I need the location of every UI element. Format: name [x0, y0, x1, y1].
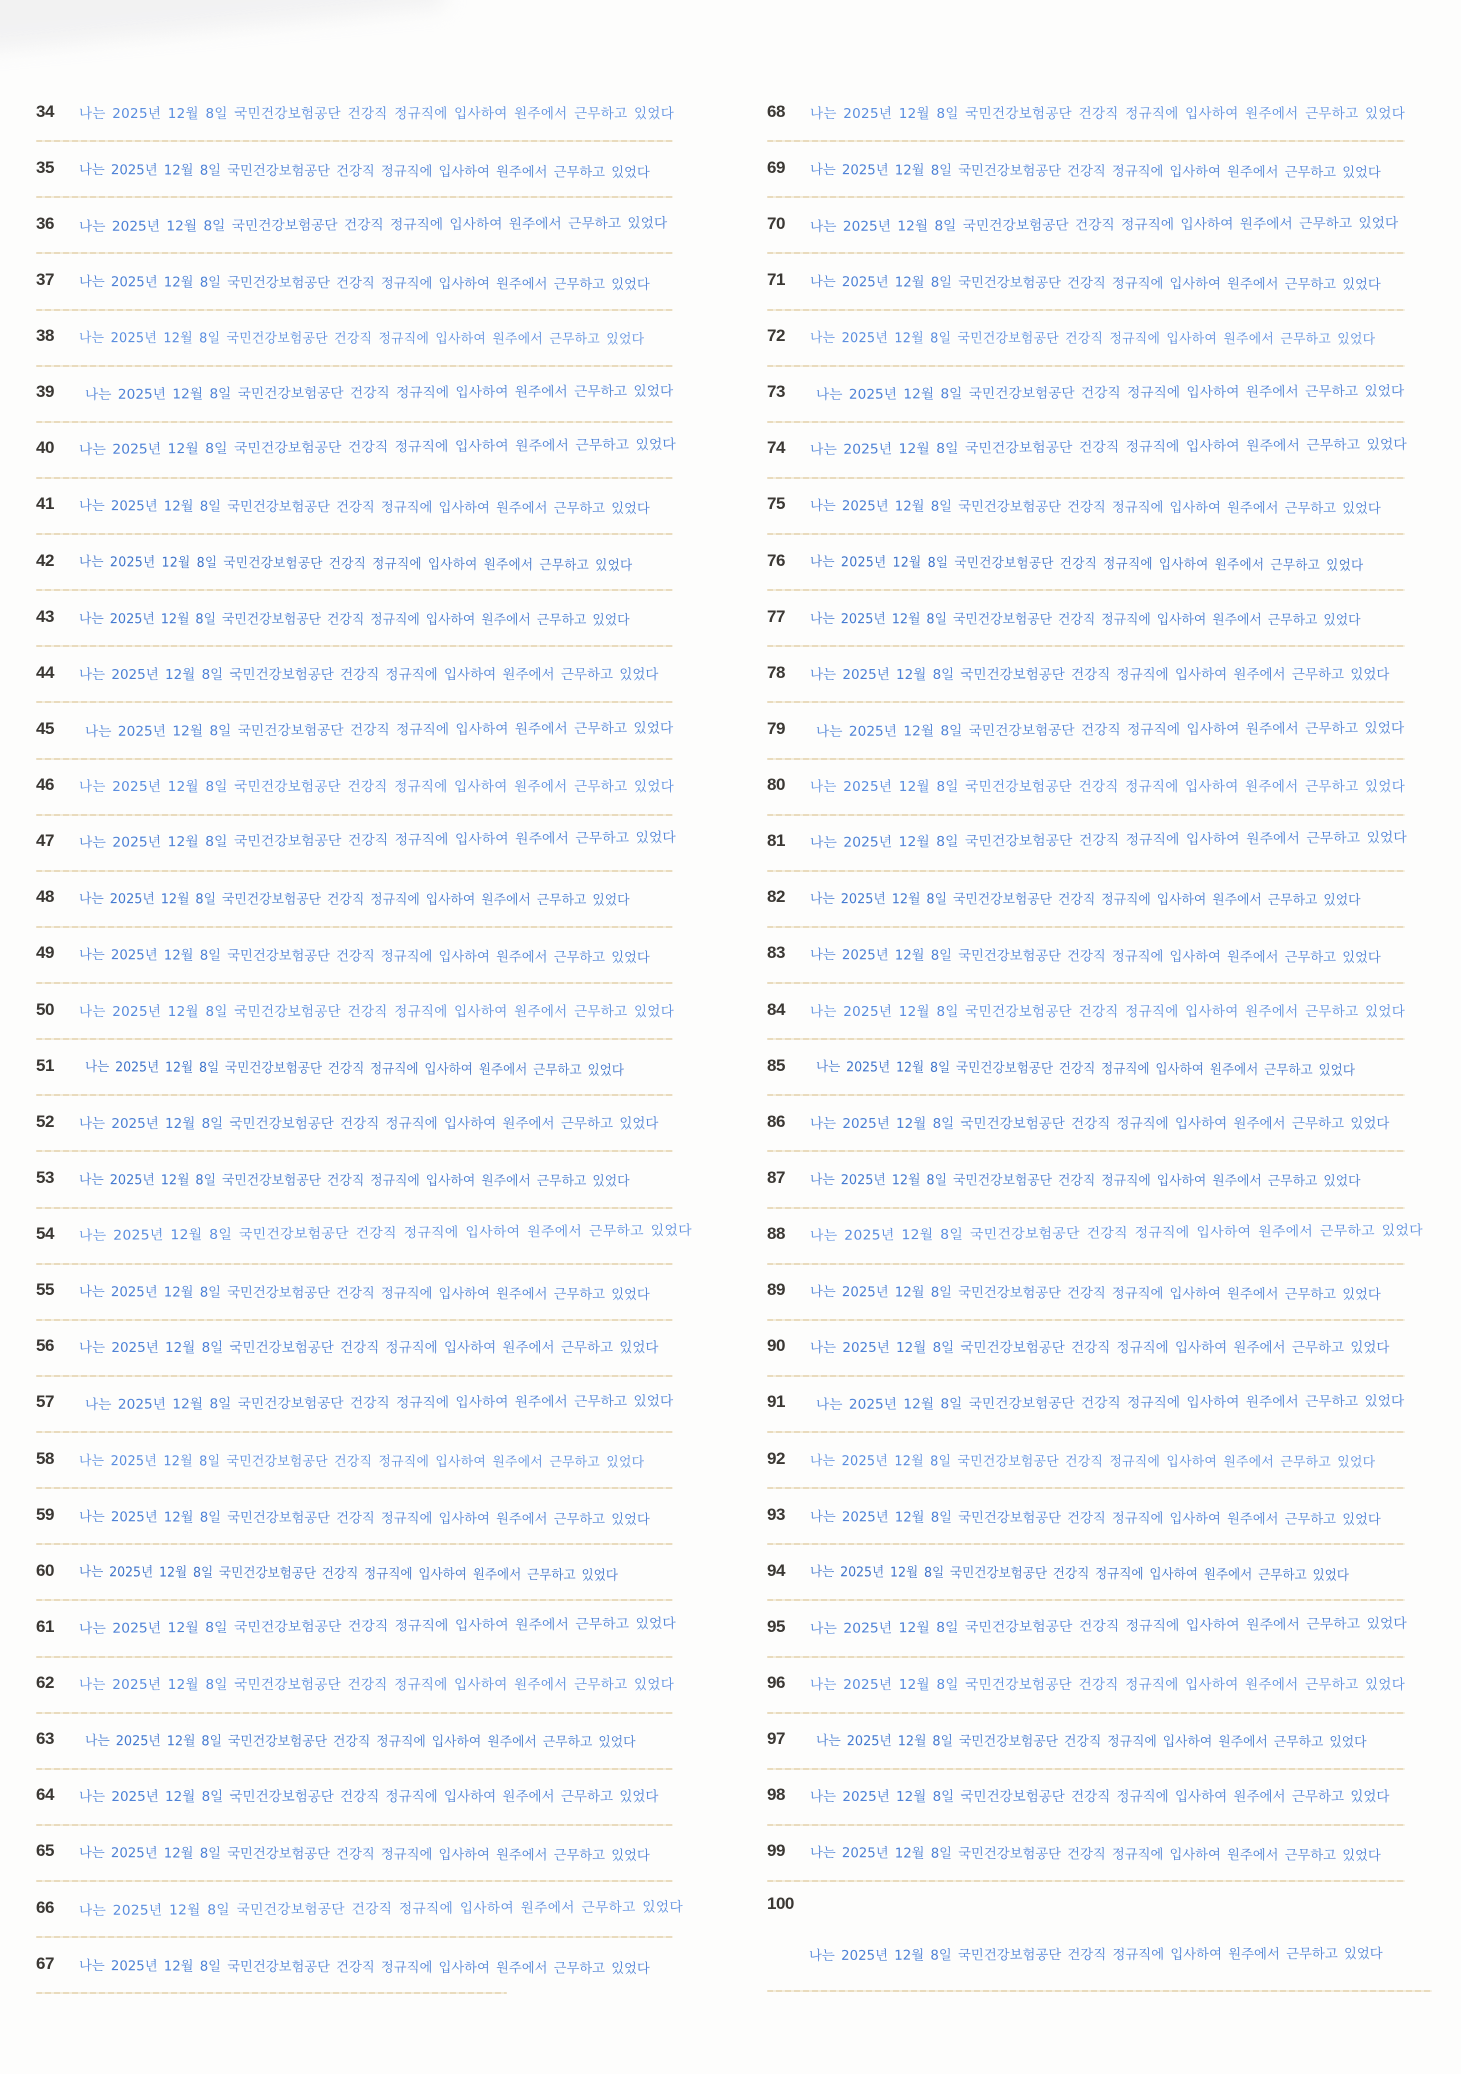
- affirmation-entry: [36, 760, 673, 816]
- entry-handwriting: 나는 2025년 12월 8일 국민건강보험공단 건강직 정규직에 입사하여 원주에서 근무하고 있었다: [84, 1733, 636, 1751]
- entry-number: 64: [36, 1785, 54, 1805]
- entry-handwriting: 나는 2025년 12월 8일 국민건강보험공단 건강직 정규직에 입사하여 원주에서 근무하고 있었다: [79, 1003, 675, 1020]
- affirmation-entry: [767, 1826, 1405, 1882]
- entry-number: 83: [767, 943, 785, 963]
- entry-handwriting: 나는 2025년 12월 8일 국민건강보험공단 건강직 정규직에 입사하여 원주에서 근무하고 있었다: [809, 273, 1381, 293]
- entry-handwriting: 나는 2025년 12월 8일 국민건강보험공단 건강직 정규직에 입사하여 원주에서 근무하고 있었다: [78, 330, 645, 348]
- entry-handwriting: 나는 2025년 12월 8일 국민건강보험공단 건강직 정규직에 입사하여 원주에서 근무하고 있었다: [79, 105, 675, 122]
- entry-content: [767, 479, 1405, 535]
- entry-number: 50: [36, 999, 54, 1019]
- entry-number: 67: [36, 1953, 54, 1973]
- entry-number: 49: [36, 943, 54, 963]
- entry-handwriting: 나는 2025년 12월 8일 국민건강보험공단 건강직 정규직에 입사하여 원주에서 근무하고 있었다: [78, 553, 633, 574]
- affirmation-entry: [767, 872, 1405, 928]
- affirmation-entry: [36, 311, 673, 367]
- entry-number: 89: [767, 1280, 785, 1300]
- entry-number: 74: [767, 438, 785, 458]
- entry-handwriting: 나는 2025년 12월 8일 국민건강보험공단 건강직 정규직에 입사하여 원주에서 근무하고 있었다: [78, 947, 650, 967]
- entry-handwriting: 나는 2025년 12월 8일 국민건강보험공단 건강직 정규직에 입사하여 원주에서 근무하고 있었다: [809, 215, 1399, 235]
- entry-handwriting: 나는 2025년 12월 8일 국민건강보험공단 건강직 정규직에 입사하여 원주에서 근무하고 있었다: [78, 215, 668, 235]
- entry-content: [36, 591, 673, 647]
- entry-handwriting: 나는 2025년 12월 8일 국민건강보험공단 건강직 정규직에 입사하여 원주에서 근무하고 있었다: [78, 161, 650, 181]
- entry-handwriting: 나는 2025년 12월 8일 국민건강보험공단 건강직 정규직에 입사하여 원주에서 근무하고 있었다: [78, 1845, 650, 1865]
- entry-content: [36, 1658, 673, 1714]
- affirmation-entry: [36, 1770, 673, 1826]
- affirmation-entry: [36, 872, 673, 928]
- entry-handwriting: 나는 2025년 12월 8일 국민건강보험공단 건강직 정규직에 입사하여 원주에서 근무하고 있었다: [78, 273, 650, 293]
- entry-number: 98: [767, 1785, 785, 1805]
- affirmation-entry: [767, 1377, 1405, 1433]
- entry-handwriting: 나는 2025년 12월 8일 국민건강보험공단 건강직 정규직에 입사하여 원주에서 근무하고 있었다: [809, 498, 1381, 518]
- entry-number: 80: [767, 775, 785, 795]
- affirmation-entry: [767, 591, 1405, 647]
- entry-content: [767, 1377, 1405, 1433]
- entry-number: 95: [767, 1616, 785, 1636]
- affirmation-entry-100: [767, 1882, 1405, 1992]
- affirmation-entry: [36, 142, 673, 198]
- entry-content: [36, 816, 676, 872]
- entry-number: 100: [767, 1894, 794, 1913]
- affirmation-entry: [767, 367, 1405, 423]
- entry-number: 99: [767, 1841, 785, 1861]
- affirmation-entry: [767, 142, 1405, 198]
- entry-content: [767, 142, 1405, 198]
- entry-handwriting: 나는 2025년 12월 8일 국민건강보험공단 건강직 정규직에 입사하여 원주에서 근무하고 있었다: [810, 105, 1406, 122]
- entry-handwriting: 나는 2025년 12월 8일 국민건강보험공단 건강직 정규직에 입사하여 원주에서 근무하고 있었다: [78, 1284, 650, 1304]
- affirmation-entry: [767, 198, 1405, 254]
- entry-number: 48: [36, 887, 54, 907]
- affirmation-entry: [767, 1489, 1405, 1545]
- affirmation-entry: [767, 535, 1405, 591]
- affirmation-entry: [767, 1658, 1405, 1714]
- entry-handwriting: 나는 2025년 12월 8일 국민건강보험공단 건강직 정규직에 입사하여 원주에서 근무하고 있었다: [79, 1789, 659, 1806]
- affirmation-entry: [767, 1096, 1405, 1152]
- entry-content: [767, 591, 1405, 647]
- entry-number: 82: [767, 887, 785, 907]
- affirmation-entry: [36, 198, 673, 254]
- entry-handwriting: 나는 2025년 12월 8일 국민건강보험공단 건강직 정규직에 입사하여 원주에서 근무하고 있었다: [815, 1393, 1405, 1414]
- entry-handwriting: 나는 2025년 12월 8일 국민건강보험공단 건강직 정규직에 입사하여 원주에서 근무하고 있었다: [809, 330, 1376, 348]
- entry-handwriting: 나는 2025년 12월 8일 국민건강보험공단 건강직 정규직에 입사하여 원주에서 근무하고 있었다: [809, 1222, 1423, 1245]
- entry-number: 94: [767, 1560, 785, 1580]
- entry-handwriting: 나는 2025년 12월 8일 국민건강보험공단 건강직 정규직에 입사하여 원주에서 근무하고 있었다: [815, 1733, 1367, 1751]
- entry-handwriting: 나는 2025년 12월 8일 국민건강보험공단 건강직 정규직에 입사하여 원주에서 근무하고 있었다: [84, 1393, 674, 1414]
- entry-content: [767, 1658, 1405, 1714]
- affirmation-entry: [36, 535, 673, 591]
- entry-number: 53: [36, 1167, 54, 1187]
- affirmation-entry: [36, 1714, 673, 1770]
- entry-handwriting: 나는 2025년 12월 8일 국민건강보험공단 건강직 정규직에 입사하여 원주에서 근무하고 있었다: [809, 610, 1361, 629]
- entry-number: 46: [36, 775, 54, 795]
- affirmation-entry: [767, 760, 1405, 816]
- entry-content: [36, 311, 673, 367]
- entry-handwriting: 나는 2025년 12월 8일 국민건강보험공단 건강직 정규직에 입사하여 원주에서 근무하고 있었다: [79, 1677, 675, 1694]
- entry-number: 87: [767, 1167, 785, 1187]
- affirmation-entry: [36, 1433, 673, 1489]
- entry-number: 40: [36, 438, 54, 458]
- entry-content: [36, 1545, 673, 1601]
- entry-number: 60: [36, 1560, 54, 1580]
- entry-handwriting: 나는 2025년 12월 8일 국민건강보험공단 건강직 정규직에 입사하여 원주에서 근무하고 있었다: [810, 1789, 1390, 1806]
- entry-content: [36, 1714, 673, 1770]
- entry-number: 63: [36, 1729, 54, 1749]
- entry-handwriting: 나는 2025년 12월 8일 국민건강보험공단 건강직 정규직에 입사하여 원주에서 근무하고 있었다: [84, 1058, 624, 1079]
- entry-content: [36, 1040, 673, 1096]
- affirmation-entry: [767, 311, 1405, 367]
- entry-handwriting: 나는 2025년 12월 8일 국민건강보험공단 건강직 정규직에 입사하여 원주에서 근무하고 있었다: [78, 1898, 684, 1919]
- entry-number: 41: [36, 494, 54, 514]
- entry-number: 68: [767, 101, 785, 121]
- entry-content: [36, 1433, 673, 1489]
- entry-content: [767, 1489, 1405, 1545]
- affirmation-entry: [767, 984, 1405, 1040]
- entry-content: [767, 872, 1405, 928]
- entry-handwriting: 나는 2025년 12월 8일 국민건강보험공단 건강직 정규직에 입사하여 원주에서 근무하고 있었다: [810, 779, 1406, 796]
- entry-content: [767, 311, 1405, 367]
- affirmation-entry: [36, 1545, 673, 1601]
- entry-content: [36, 1882, 684, 1938]
- entry-number: 70: [767, 213, 785, 233]
- entry-handwriting: 나는 2025년 12월 8일 국민건강보험공단 건강직 정규직에 입사하여 원주에서 근무하고 있었다: [809, 161, 1381, 181]
- entry-handwriting: 나는 2025년 12월 8일 국민건강보험공단 건강직 정규직에 입사하여 원주에서 근무하고 있었다: [809, 891, 1361, 909]
- affirmation-entry: [767, 816, 1405, 872]
- entry-handwriting: 나는 2025년 12월 8일 국민건강보험공단 건강직 정규직에 입사하여 원주에서 근무하고 있었다: [809, 1845, 1381, 1865]
- entry-handwriting: 나는 2025년 12월 8일 국민건강보험공단 건강직 정규직에 입사하여 원주에서 근무하고 있었다: [78, 891, 630, 909]
- entry-number: 36: [36, 213, 54, 233]
- entry-content: [767, 1209, 1423, 1265]
- entry-handwriting: 나는 2025년 12월 8일 국민건강보험공단 건강직 정규직에 입사하여 원주에서 근무하고 있었다: [809, 1615, 1407, 1637]
- entry-content: [36, 142, 673, 198]
- entry-number: 39: [36, 382, 54, 402]
- affirmation-entry: [36, 254, 673, 310]
- entry-number: 66: [36, 1897, 54, 1917]
- entry-number: 78: [767, 662, 785, 682]
- entry-content: [36, 928, 673, 984]
- affirmation-entry: [36, 479, 673, 535]
- affirmation-entry: [36, 1265, 673, 1321]
- entry-content: [767, 647, 1405, 703]
- entry-content: [767, 1321, 1405, 1377]
- entry-handwriting: 나는 2025년 12월 8일 국민건강보험공단 건강직 정규직에 입사하여 원주에서 근무하고 있었다: [809, 1563, 1349, 1584]
- entry-number: 35: [36, 157, 54, 177]
- entry-number: 84: [767, 999, 785, 1019]
- entry-handwriting: 나는 2025년 12월 8일 국민건강보험공단 건강직 정규직에 입사하여 원주에서 근무하고 있었다: [809, 947, 1381, 967]
- entry-number: 69: [767, 157, 785, 177]
- entry-content: [36, 1770, 673, 1826]
- affirmation-entry: [767, 479, 1405, 535]
- affirmation-entry: [36, 1882, 684, 1938]
- entry-content: [36, 423, 676, 479]
- scan-shadow: [0, 0, 445, 54]
- entry-content: [767, 703, 1405, 759]
- affirmation-entry: [36, 984, 673, 1040]
- affirmation-entry: [36, 1938, 673, 1994]
- entry-handwriting: 나는 2025년 12월 8일 국민건강보험공단 건강직 정규직에 입사하여 원주에서 근무하고 있었다: [79, 779, 675, 796]
- entry-number: 91: [767, 1392, 785, 1412]
- entry-number: 38: [36, 326, 54, 346]
- affirmation-entry: [767, 1152, 1405, 1208]
- entry-handwriting: 나는 2025년 12월 8일 국민건강보험공단 건강직 정규직에 입사하여 원주에서 근무하고 있었다: [809, 1452, 1376, 1471]
- entry-number: 34: [36, 101, 54, 121]
- affirmation-entry: [767, 254, 1405, 310]
- affirmation-entry: [36, 1040, 673, 1096]
- entry-content: [36, 1826, 673, 1882]
- affirmation-entry: [767, 703, 1405, 759]
- affirmation-entry: [36, 1601, 676, 1657]
- affirmation-entry: [767, 423, 1405, 479]
- entry-content: [767, 535, 1405, 591]
- entry-content: [767, 423, 1405, 479]
- entry-handwriting: 나는 2025년 12월 8일 국민건강보험공단 건강직 정규직에 입사하여 원주에서 근무하고 있었다: [815, 720, 1405, 740]
- entry-content: [767, 816, 1405, 872]
- entry-handwriting: 나는 2025년 12월 8일 국민건강보험공단 건강직 정규직에 입사하여 원주에서 근무하고 있었다: [78, 1222, 692, 1245]
- column-left: [36, 86, 692, 1994]
- affirmation-entry: [36, 423, 676, 479]
- affirmation-entry: [36, 1152, 673, 1208]
- entry-handwriting: 나는 2025년 12월 8일 국민건강보험공단 건강직 정규직에 입사하여 원주에서 근무하고 있었다: [809, 1171, 1361, 1190]
- entry-number: 93: [767, 1504, 785, 1524]
- entry-content: [36, 479, 673, 535]
- entry-handwriting: 나는 2025년 12월 8일 국민건강보험공단 건강직 정규직에 입사하여 원주에서 근무하고 있었다: [78, 1563, 618, 1584]
- entry-content: [36, 1377, 673, 1433]
- affirmation-entry: [36, 928, 673, 984]
- entry-number: 65: [36, 1841, 54, 1861]
- entry-content: [36, 1489, 673, 1545]
- entry-handwriting: 나는 2025년 12월 8일 국민건강보험공단 건강직 정규직에 입사하여 원주에서 근무하고 있었다: [809, 437, 1407, 459]
- entry-number: 97: [767, 1729, 785, 1749]
- entry-content: [36, 535, 673, 591]
- entry-number: 75: [767, 494, 785, 514]
- entry-number: 42: [36, 550, 54, 570]
- entry-number: 54: [36, 1224, 54, 1244]
- row-divider: [36, 1992, 507, 1994]
- entry-content: [36, 1209, 692, 1265]
- entry-content: [36, 86, 673, 142]
- entry-handwriting: 나는 2025년 12월 8일 국민건강보험공단 건강직 정규직에 입사하여 원주에서 근무하고 있었다: [78, 1615, 676, 1637]
- entry-content: [36, 872, 673, 928]
- entry-handwriting: 나는 2025년 12월 8일 국민건강보험공단 건강직 정규직에 입사하여 원주에서 근무하고 있었다: [809, 829, 1407, 852]
- entry-handwriting: 나는 2025년 12월 8일 국민건강보험공단 건강직 정규직에 입사하여 원주에서 근무하고 있었다: [78, 610, 630, 629]
- entry-number: 96: [767, 1673, 785, 1693]
- entry-handwriting: 나는 2025년 12월 8일 국민건강보험공단 건강직 정규직에 입사하여 원주에서 근무하고 있었다: [78, 437, 676, 459]
- entry-content: [36, 254, 673, 310]
- entry-content: [767, 1601, 1405, 1657]
- entry-handwriting: 나는 2025년 12월 8일 국민건강보험공단 건강직 정규직에 입사하여 원주에서 근무하고 있었다: [810, 1677, 1406, 1694]
- entry-handwriting: 나는 2025년 12월 8일 국민건강보험공단 건강직 정규직에 입사하여 원주에서 근무하고 있었다: [78, 829, 676, 852]
- affirmation-entry: [36, 1658, 673, 1714]
- entry-number: 85: [767, 1055, 785, 1075]
- entry-content: [767, 198, 1405, 254]
- entry-handwriting: 나는 2025년 12월 8일 국민건강보험공단 건강직 정규직에 입사하여 원주에서 근무하고 있었다: [78, 1452, 645, 1471]
- entry-number: 59: [36, 1504, 54, 1524]
- entry-content: [767, 367, 1405, 423]
- entry-number: 56: [36, 1336, 54, 1356]
- entry-number: 90: [767, 1336, 785, 1356]
- entry-number: 73: [767, 382, 785, 402]
- entry-content: [767, 1152, 1405, 1208]
- entry-content: [767, 1265, 1405, 1321]
- entry-handwriting: 나는 2025년 12월 8일 국민건강보험공단 건강직 정규직에 입사하여 원주에서 근무하고 있었다: [79, 1115, 659, 1132]
- column-right: [767, 86, 1423, 1992]
- affirmation-entry: [767, 86, 1405, 142]
- entry-handwriting: 나는 2025년 12월 8일 국민건강보험공단 건강직 정규직에 입사하여 원주에서 근무하고 있었다: [78, 1508, 650, 1528]
- affirmation-entry: [767, 1433, 1405, 1489]
- entry-content: [767, 760, 1405, 816]
- entry-content: [36, 1152, 673, 1208]
- affirmation-entry: [36, 591, 673, 647]
- entry-content: [767, 1433, 1405, 1489]
- entry-content: [767, 984, 1405, 1040]
- entry-handwriting: 나는 2025년 12월 8일 국민건강보험공단 건강직 정규직에 입사하여 원주에서 근무하고 있었다: [78, 1171, 630, 1190]
- entry-number: 45: [36, 718, 54, 738]
- affirmation-entry: [767, 1545, 1405, 1601]
- affirmation-entry: [36, 647, 673, 703]
- entry-handwriting: 나는 2025년 12월 8일 국민건강보험공단 건강직 정규직에 입사하여 원주에서 근무하고 있었다: [78, 1957, 650, 1977]
- entry-content: [767, 928, 1405, 984]
- entry-handwriting: 나는 2025년 12월 8일 국민건강보험공단 건강직 정규직에 입사하여 원주에서 근무하고 있었다: [79, 666, 659, 683]
- entry-content: [36, 1938, 673, 1994]
- affirmation-entry: [767, 1265, 1405, 1321]
- entry-number: 37: [36, 269, 54, 289]
- entry-content: [36, 703, 673, 759]
- entry-content: [767, 1714, 1405, 1770]
- entry-handwriting: 나는 2025년 12월 8일 국민건강보험공단 건강직 정규직에 입사하여 원주에서 근무하고 있었다: [810, 666, 1390, 683]
- affirmation-entry: [36, 86, 673, 142]
- entry-handwriting: 나는 2025년 12월 8일 국민건강보험공단 건강직 정규직에 입사하여 원주에서 근무하고 있었다: [809, 1284, 1381, 1304]
- row-divider: [767, 1990, 1432, 1992]
- entry-content: [36, 647, 673, 703]
- entry-handwriting: 나는 2025년 12월 8일 국민건강보험공단 건강직 정규직에 입사하여 원주에서 근무하고 있었다: [84, 383, 674, 404]
- entry-handwriting: 나는 2025년 12월 8일 국민건강보험공단 건강직 정규직에 입사하여 원주에서 근무하고 있었다: [79, 1340, 659, 1357]
- affirmation-entry: [767, 1714, 1405, 1770]
- affirmation-entry: [36, 1321, 673, 1377]
- entry-content: [36, 1265, 673, 1321]
- entry-content: [767, 86, 1405, 142]
- entry-number: 88: [767, 1224, 785, 1244]
- entry-handwriting: 나는 2025년 12월 8일 국민건강보험공단 건강직 정규직에 입사하여 원주에서 근무하고 있었다: [809, 553, 1364, 574]
- affirmation-entry: [767, 1601, 1405, 1657]
- affirmation-entry: [767, 1770, 1405, 1826]
- entry-handwriting: 나는 2025년 12월 8일 국민건강보험공단 건강직 정규직에 입사하여 원주에서 근무하고 있었다: [810, 1340, 1390, 1357]
- entry-handwriting: 나는 2025년 12월 8일 국민건강보험공단 건강직 정규직에 입사하여 원주에서 근무하고 있었다: [809, 1508, 1381, 1528]
- affirmation-entry: [36, 1096, 673, 1152]
- entry-number: 72: [767, 326, 785, 346]
- affirmation-entry: [36, 367, 673, 423]
- entry-number: 61: [36, 1616, 54, 1636]
- entry-handwriting: 나는 2025년 12월 8일 국민건강보험공단 건강직 정규직에 입사하여 원주에서 근무하고 있었다: [815, 383, 1405, 404]
- affirmation-entry: [767, 1209, 1423, 1265]
- entry-number: 43: [36, 606, 54, 626]
- entry-handwriting: 나는 2025년 12월 8일 국민건강보험공단 건강직 정규직에 입사하여 원주에서 근무하고 있었다: [815, 1058, 1355, 1079]
- entry-number: 81: [767, 831, 785, 851]
- entry-content: [36, 1601, 676, 1657]
- entry-number: 92: [767, 1448, 785, 1468]
- affirmation-entry: [36, 1826, 673, 1882]
- entry-handwriting: 나는 2025년 12월 8일 국민건강보험공단 건강직 정규직에 입사하여 원주에서 근무하고 있었다: [808, 1945, 1383, 1964]
- entry-content: [767, 1826, 1405, 1882]
- entry-content: [36, 760, 673, 816]
- entry-handwriting: 나는 2025년 12월 8일 국민건강보험공단 건강직 정규직에 입사하여 원주에서 근무하고 있었다: [78, 498, 650, 518]
- entry-number: 47: [36, 831, 54, 851]
- entry-content: [36, 984, 673, 1040]
- entry-content: [767, 1040, 1405, 1096]
- affirmation-entry: [767, 1321, 1405, 1377]
- entry-number: 86: [767, 1111, 785, 1131]
- entry-handwriting: 나는 2025년 12월 8일 국민건강보험공단 건강직 정규직에 입사하여 원주에서 근무하고 있었다: [84, 720, 674, 740]
- entry-number: 58: [36, 1448, 54, 1468]
- entry-number: 55: [36, 1280, 54, 1300]
- entry-number: 79: [767, 718, 785, 738]
- affirmation-entry: [36, 816, 676, 872]
- entry-number: 44: [36, 662, 54, 682]
- entry-number: 62: [36, 1673, 54, 1693]
- entry-number: 77: [767, 606, 785, 626]
- entry-number: 71: [767, 269, 785, 289]
- entry-number: 76: [767, 550, 785, 570]
- affirmation-entry: [36, 1209, 692, 1265]
- affirmation-entry: [36, 703, 673, 759]
- entry-number: 57: [36, 1392, 54, 1412]
- affirmation-entry: [767, 1040, 1405, 1096]
- entry-content: [767, 1096, 1405, 1152]
- entry-number: 52: [36, 1111, 54, 1131]
- affirmation-entry: [36, 1489, 673, 1545]
- entry-content: [36, 1096, 673, 1152]
- affirmation-entry: [36, 1377, 673, 1433]
- entry-handwriting: 나는 2025년 12월 8일 국민건강보험공단 건강직 정규직에 입사하여 원주에서 근무하고 있었다: [810, 1115, 1390, 1132]
- entry-content: [36, 367, 673, 423]
- entry-number: 51: [36, 1055, 54, 1075]
- entry-content: [767, 254, 1405, 310]
- entry-content: [767, 1545, 1405, 1601]
- entry-handwriting: 나는 2025년 12월 8일 국민건강보험공단 건강직 정규직에 입사하여 원주에서 근무하고 있었다: [810, 1003, 1406, 1020]
- entry-content: [767, 1770, 1405, 1826]
- entry-content: [36, 1321, 673, 1377]
- entry-content: [36, 198, 673, 254]
- affirmation-entry: [767, 647, 1405, 703]
- affirmation-entry: [767, 928, 1405, 984]
